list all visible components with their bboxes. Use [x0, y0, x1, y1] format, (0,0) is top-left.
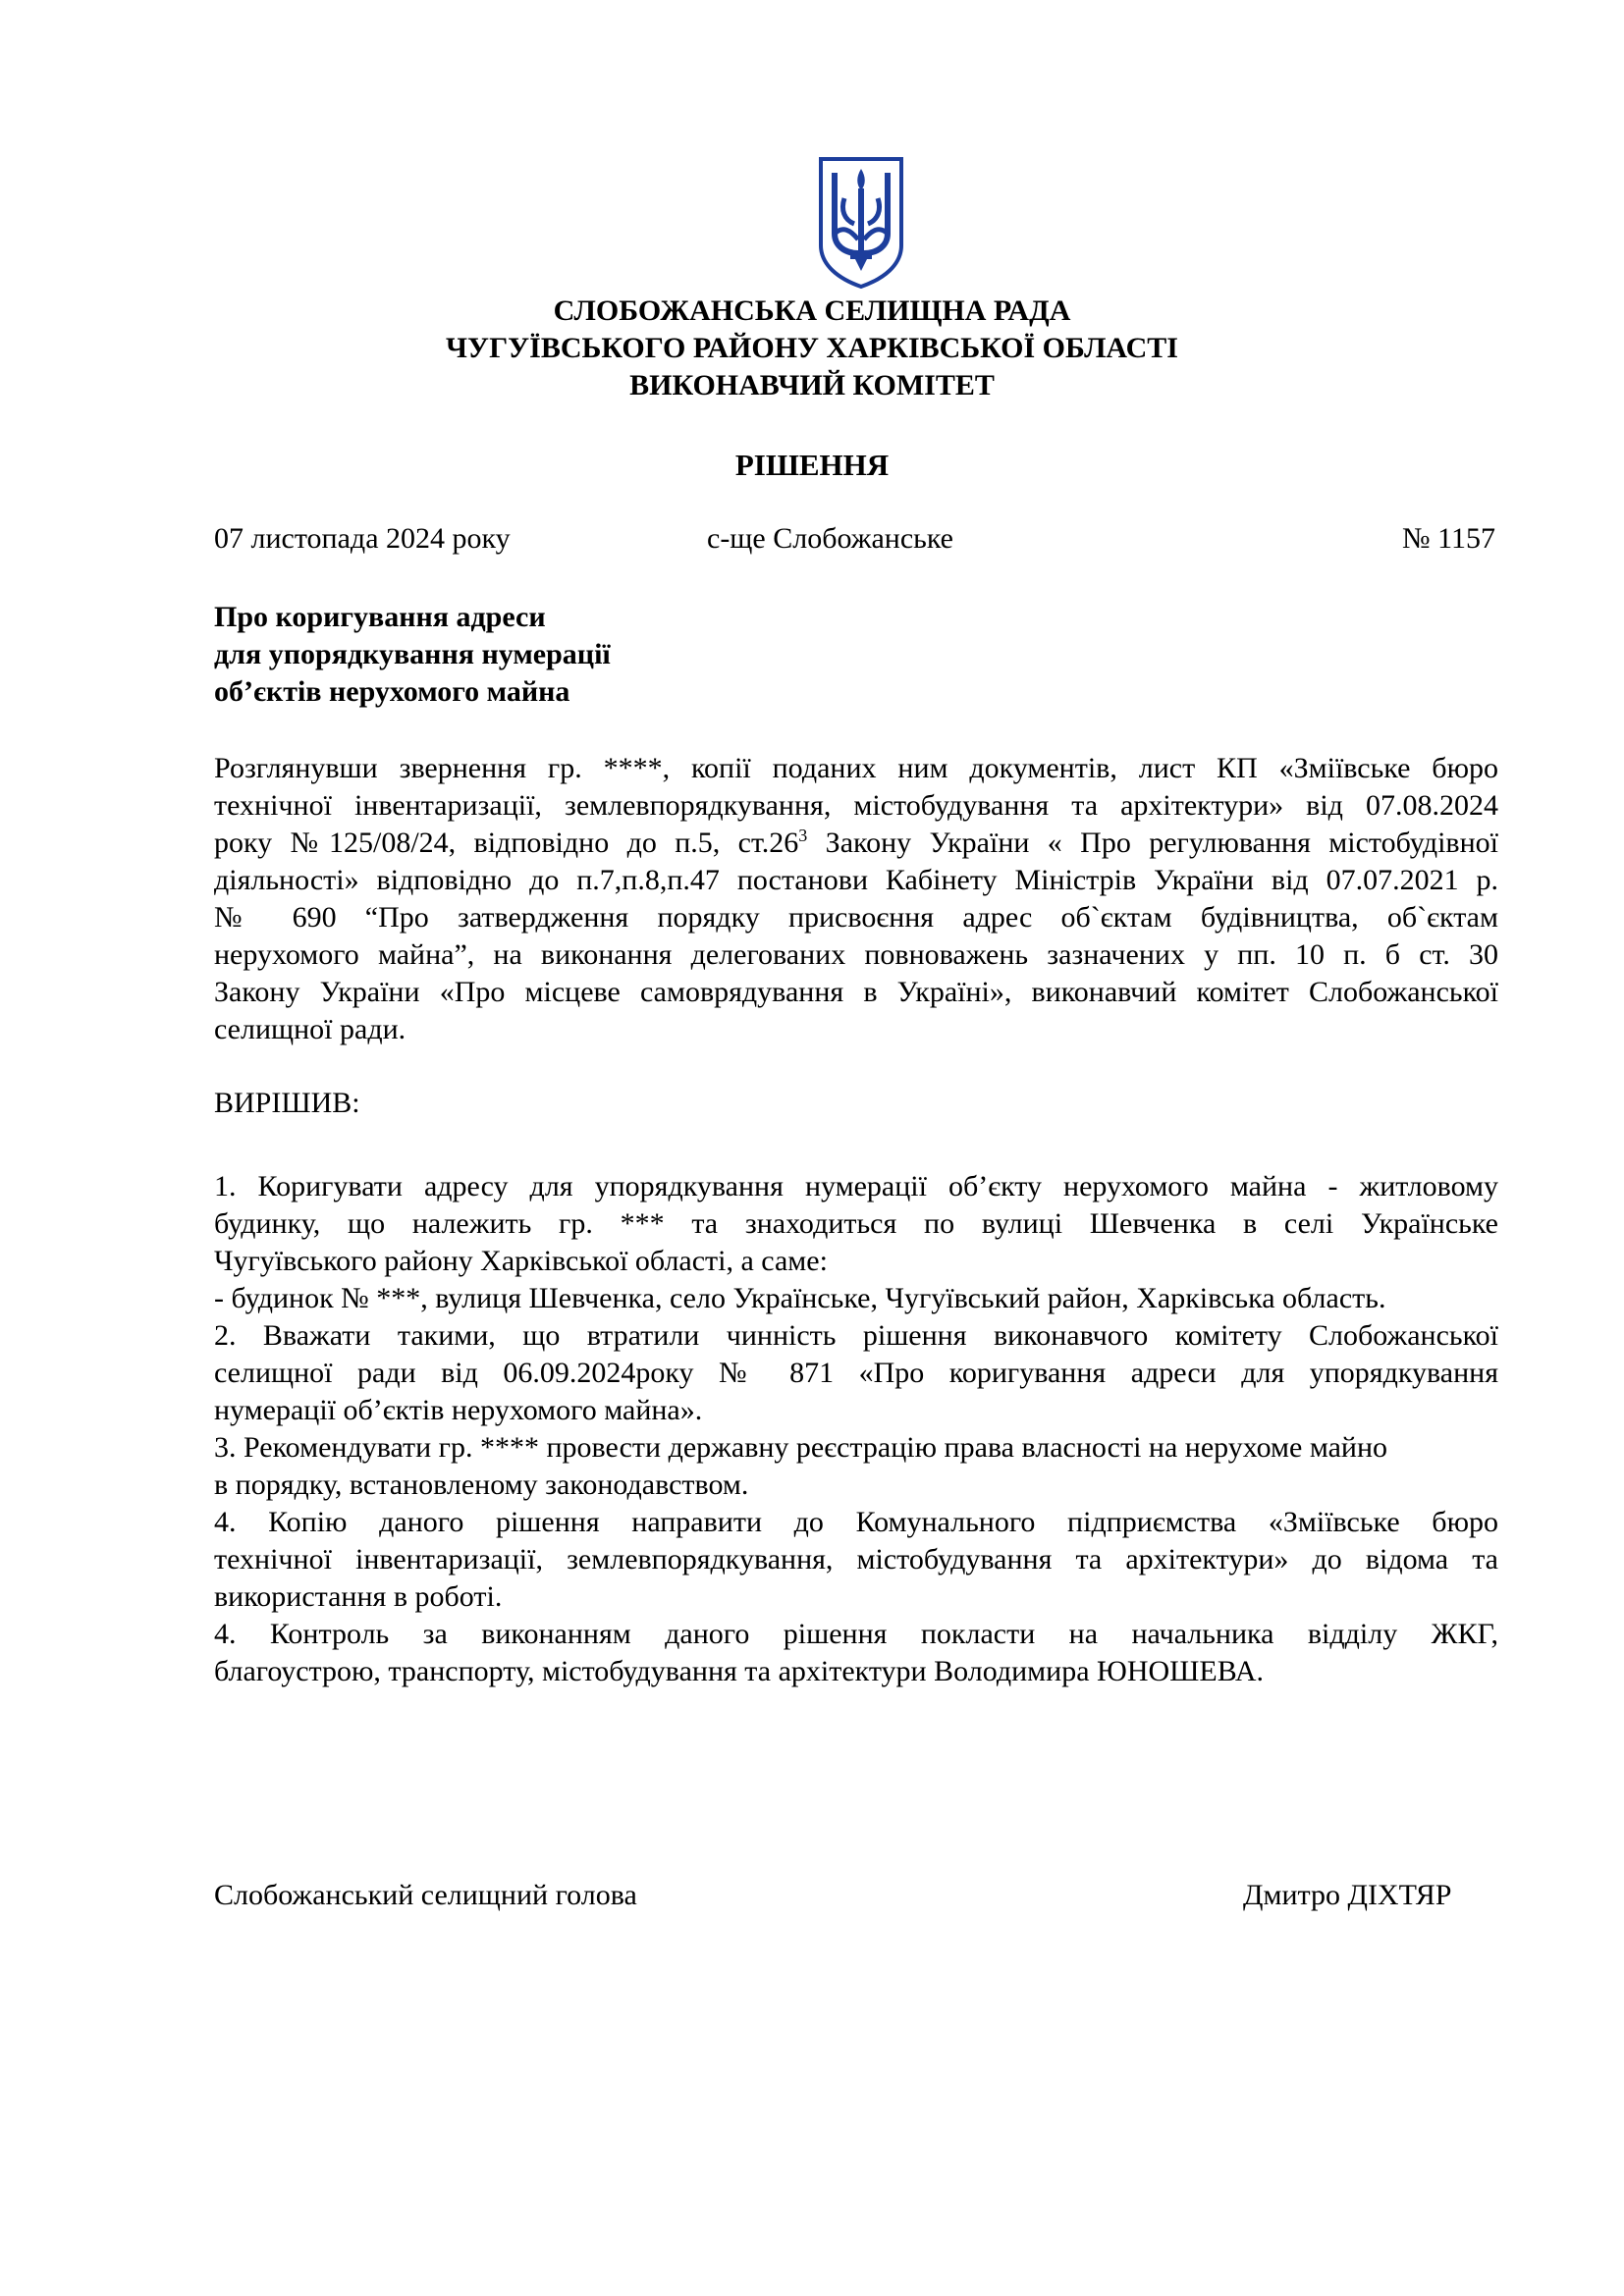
decision-date: 07 листопада 2024 року: [214, 522, 511, 555]
text-line: Розглянувши звернення гр. ****, копії поданих ним документів, лист КП «Зміївське бюро: [214, 752, 1498, 784]
text-line: Чугуївського району Харківської області, а саме:: [214, 1245, 828, 1277]
text-line: нерухомого майна”, на виконання делегованих повноважень зазначених у пп. 10 п. б ст. 30: [214, 938, 1498, 971]
text-line: року №125/08/24, відповідно до п.5, $ст.26^3$ Закону України « Про регулювання містобудівної: [214, 826, 1498, 859]
council-name: СЛОБОЖАНСЬКА СЕЛИЩНА РАДА: [553, 294, 1071, 327]
district-name: ЧУГУЇВСЬКОГО РАЙОНУ ХАРКІВСЬКОЇ ОБЛАСТІ: [446, 332, 1178, 364]
text-line: Закону України «Про місцеве самоврядування в Україні», виконавчий комітет Слобожанської: [214, 976, 1498, 1008]
decision-subject: [214, 599, 611, 711]
text-line: селищної ради від 06.09.2024року № 871 «Про коригування адреси для упорядкування: [214, 1357, 1498, 1389]
text-line: № 690 “Про затвердження порядку присвоєння адрес об`єктам будівництва, об`єктам: [214, 901, 1498, 934]
subject-line: об’єктів нерухомого майна: [214, 675, 570, 708]
text-line: благоустрою, транспорту, містобудування та архітектури Володимира ЮНОШЕВА.: [214, 1655, 1265, 1687]
decision-items: [214, 1168, 1498, 1690]
preamble-paragraph: [214, 750, 1498, 1048]
decision-place: с-ще Слобожанське: [707, 522, 953, 555]
decided-label: ВИРІШИВ:: [214, 1087, 360, 1119]
text-line: 1. Коригувати адресу для упорядкування нумерації об’єкту нерухомого майна - житловому: [214, 1170, 1498, 1202]
text-line: будинку, що належить гр. *** та знаходиться по вулиці Шевченка в селі Українське: [214, 1207, 1498, 1240]
text-line: 2. Вважати такими, що втратили чинність рішення виконавчого комітету Слобожанської: [214, 1319, 1498, 1352]
text-line: - будинок № ***, вулиця Шевченка, село Українське, Чугуївський район, Харківська область.: [214, 1282, 1386, 1314]
committee-name: ВИКОНАВЧИЙ КОМІТЕТ: [629, 369, 995, 401]
subject-line: для упорядкування нумерації: [214, 638, 611, 670]
subject-line: Про коригування адреси: [214, 601, 546, 633]
text-line: 4. Контроль за виконанням даного рішення покласти на начальника відділу ЖКГ,: [214, 1618, 1498, 1650]
text-line: 4. Копію даного рішення направити до Комунального підприємства «Зміївське бюро: [214, 1506, 1498, 1538]
superscript: 3: [798, 826, 808, 845]
coat-of-arms-icon: [815, 155, 907, 291]
text-line: технічної інвентаризації, землевпорядкування, містобудування та архітектури» до відома та: [214, 1543, 1498, 1575]
signature-position: Слобожанський селищний голова: [214, 1879, 637, 1911]
signature-name: Дмитро ДІХТЯР: [1243, 1879, 1452, 1911]
council-header: [0, 293, 1624, 404]
text-line: нумерації об’єктів нерухомого майна».: [214, 1394, 703, 1426]
text-line: використання в роботі.: [214, 1580, 503, 1613]
document-title: РІШЕННЯ: [734, 448, 890, 482]
text-line: в порядку, встановленому законодавством.: [214, 1468, 749, 1501]
text-line: діяльності» відповідно до п.7,п.8,п.47 постанови Кабінету Міністрів України від 07.07.2021 р.: [214, 864, 1498, 896]
text-line: технічної інвентаризації, землевпорядкування, містобудування та архітектури» від 07.08.2024: [214, 789, 1498, 822]
decision-number: № 1157: [1402, 522, 1496, 555]
text-line: селищної ради.: [214, 1013, 406, 1045]
text-line: 3. Рекомендувати гр. **** провести державну реєстрацію права власності на нерухоме майно: [214, 1431, 1388, 1464]
